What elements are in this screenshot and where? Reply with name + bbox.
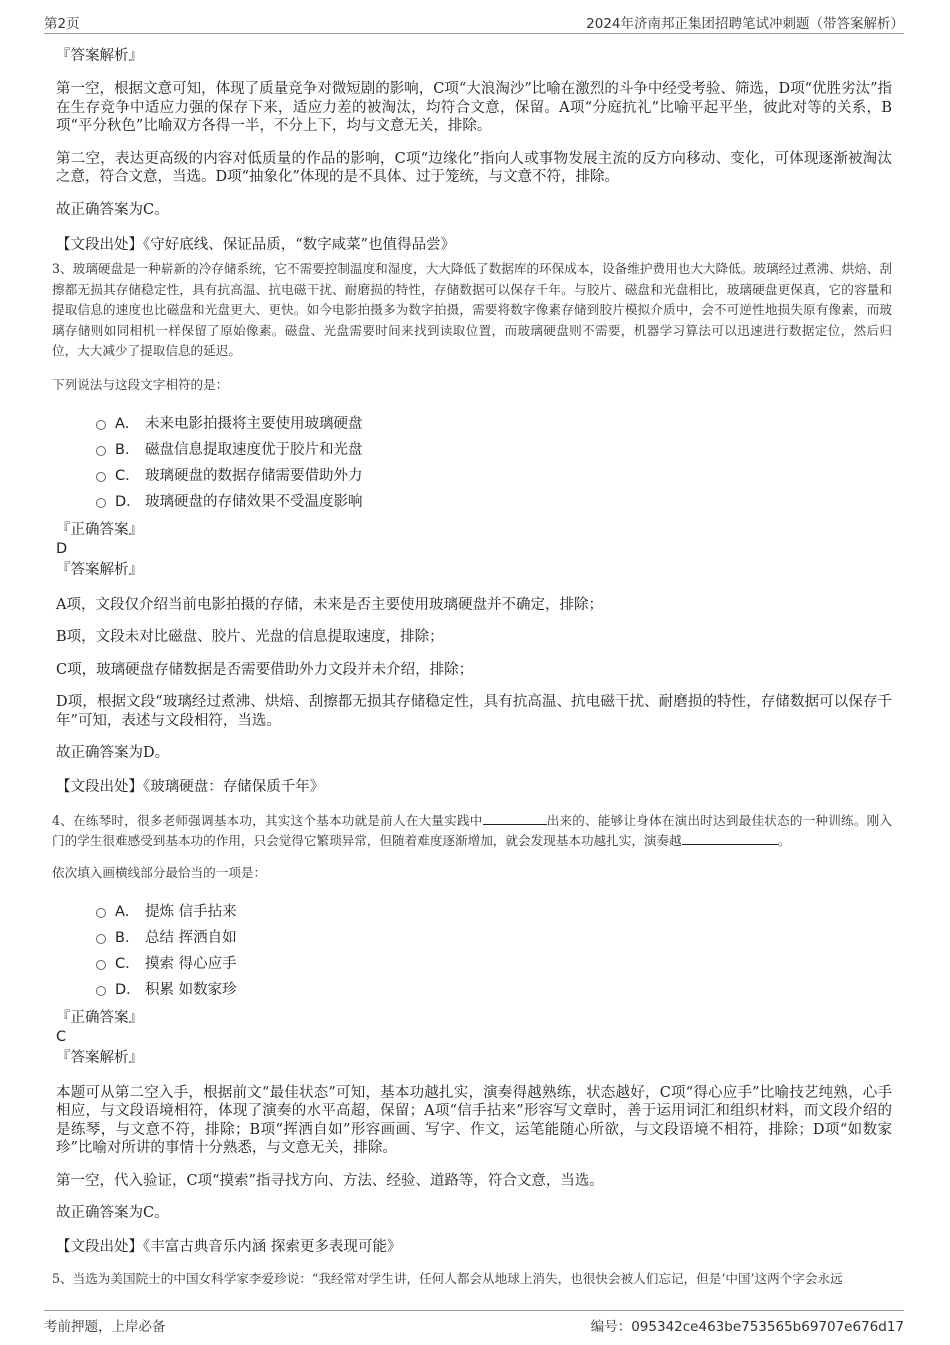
q3-analysis-c: C项，玻璃硬盘存储数据是否需要借助外力文段并未介绍，排除； xyxy=(56,661,474,678)
q3-option-b[interactable] xyxy=(96,436,892,462)
document-title: 2024年济南邦正集团招聘笔试冲刺题（带答案解析） xyxy=(586,16,904,32)
q2-analysis-paragraph-1: 第一空，根据文意可知，体现了质量竞争对微短剧的影响，C项“大浪淘沙”比喻在激烈的斗争中经受考验、筛选，D项“优胜劣汰”指在生存竞争中适应力强的保存下来，适应力差的被淘汰，均符合文意，保留。A项“分庭抗礼”比喻平起平坐，彼此对等的关系，B项“平分秋色”比喻双方各得一半，不分上下，均与文意无关，排除。 xyxy=(56,81,892,134)
q3-conclusion: 故正确答案为D。 xyxy=(56,745,170,761)
q3-correct-label: 『正确答案』 xyxy=(56,521,143,538)
radio-icon[interactable] xyxy=(96,934,106,944)
q4-option-d[interactable] xyxy=(96,976,892,1002)
q2-conclusion: 故正确答案为C。 xyxy=(56,201,169,218)
q3-analysis-a: A项，文段仅介绍当前电影拍摄的存储，未来是否主要使用玻璃硬盘并不确定，排除； xyxy=(56,596,603,613)
page-footer xyxy=(44,1310,904,1334)
option-letter: C． xyxy=(115,956,140,972)
q4-stem-part-1: 4、在练琴时，很多老师强调基本功，其实这个基本功就是前人在大量实践中 xyxy=(52,812,483,828)
option-text: 积累 如数家珍 xyxy=(145,982,237,998)
q4-stem-part-3: 。 xyxy=(777,833,791,848)
option-letter: A． xyxy=(115,904,140,920)
q4-source: 【文段出处】《丰富古典音乐内涵 探索更多表现可能》 xyxy=(56,1238,402,1255)
q4-analysis-label: 『答案解析』 xyxy=(56,1049,143,1066)
q2-source: 【文段出处】《守好底线、保证品质，“数字咸菜”也值得品尝》 xyxy=(56,237,456,253)
option-letter: B． xyxy=(115,442,140,458)
q4-option-c[interactable] xyxy=(96,950,892,976)
q4-analysis-paragraph-2: 第一空，代入验证，C项“摸索”指寻找方向、方法、经验、道路等，符合文意，当选。 xyxy=(56,1172,604,1189)
option-text: 磁盘信息提取速度优于胶片和光盘 xyxy=(145,442,363,458)
q4-stem xyxy=(52,811,892,852)
q3-prompt: 下列说法与这段文字相符的是： xyxy=(52,376,229,392)
q3-analysis-b: B项，文段未对比磁盘、胶片、光盘的信息提取速度，排除； xyxy=(56,629,444,645)
q3-source: 【文段出处】《玻璃硬盘：存储保质千年》 xyxy=(56,778,325,795)
q5-stem: 5、当选为美国院士的中国女科学家李爱珍说：“我经常对学生讲，任何人都会从地球上消失，也很快会被人们忘记，但是‘中国’这两个字会永远 xyxy=(52,1270,843,1286)
option-text: 提炼 信手拈来 xyxy=(145,904,237,920)
q4-conclusion: 故正确答案为C。 xyxy=(56,1205,169,1221)
q3-option-a[interactable] xyxy=(96,410,892,436)
option-text: 玻璃硬盘的存储效果不受温度影响 xyxy=(145,494,363,510)
q3-stem: 3、玻璃硬盘是一种崭新的冷存储系统，它不需要控制温度和湿度，大大降低了数据库的环保成本，设备维护费用也大大降低。玻璃经过煮沸、烘焙、刮擦都无损其存储稳定性，具有抗高温、抗电磁干扰、耐磨损的特性，存储数据可以保存千年。与胶片、磁盘和光盘相比，玻璃硬盘更保真，它的容量和提取信息的速度也比磁盘和光盘更大、更快。如今电影拍摄多为数字拍摄，需要将数字像素存储到胶片模拟介质中，会不可逆性地损失原有像素，而玻璃存储则如同相机一样保留了原始像素。磁盘、光盘需要时间来找到读取位置，而玻璃硬盘则不需要，机器学习算法可以迅速进行数据定位，然后归位，大大减少了提取信息的延迟。 xyxy=(52,261,892,358)
q4-stem-part-2: 出来的、能够让身体在演出时达到最佳状态的一种训练。刚入门的学生很难感受到基本功的作用，只会觉得它繁琐异常，但随着难度逐渐增加，就会发现基本功越扎实，演奏越 xyxy=(52,812,893,848)
option-text: 摸索 得心应手 xyxy=(145,956,237,972)
page-header xyxy=(44,12,904,34)
radio-icon[interactable] xyxy=(96,420,106,430)
q4-analysis-paragraph-1: 本题可从第二空入手，根据前文“最佳状态”可知，基本功越扎实，演奏得越熟练，状态越好，C项“得心应手”比喻技艺纯熟，心手相应，与文段语境相符，体现了演奏的水平高超，保留；A项“信手拈来”形容写文章时，善于运用词汇和组织材料，而文段介绍的是练琴，与文意不符，排除；B项“挥洒自如”形容画画、写字、作文，运笔能随心所欲，与文段语境不相符，排除；D项“如数家珍”比喻对所讲的事情十分熟悉，与文意无关，排除。 xyxy=(56,1084,892,1156)
option-letter: B． xyxy=(115,930,140,946)
radio-icon[interactable] xyxy=(96,986,106,996)
option-text: 玻璃硬盘的数据存储需要借助外力 xyxy=(145,468,363,484)
option-letter: A． xyxy=(115,416,140,432)
q2-analysis-paragraph-2: 第二空，表达更高级的内容对低质量的作品的影响，C项“边缘化”指向人或事物发展主流的反方向移动、变化，可体现逐渐被淘汰之意，符合文意，当选。D项“抽象化”体现的是不具体、过于笼统，与文意不符，排除。 xyxy=(56,150,892,185)
q4-prompt: 依次填入画横线部分最恰当的一项是： xyxy=(52,864,267,880)
page-number: 第2页 xyxy=(44,16,80,32)
radio-icon[interactable] xyxy=(96,908,106,918)
fill-blank-2 xyxy=(682,831,778,845)
option-text: 总结 挥洒自如 xyxy=(145,930,237,946)
q4-option-b[interactable] xyxy=(96,924,892,950)
q3-correct-answer: D xyxy=(56,540,68,557)
radio-icon[interactable] xyxy=(96,498,106,508)
option-letter: D． xyxy=(115,982,141,998)
fill-blank-1 xyxy=(483,811,547,825)
q3-analysis-d: D项，根据文段“玻璃经过煮沸、烘焙、刮擦都无损其存储稳定性，具有抗高温、抗电磁干扰、耐磨损的特性，存储数据可以保存千年”可知，表述与文段相符，当选。 xyxy=(56,694,892,729)
q3-option-d[interactable] xyxy=(96,488,892,514)
page-content xyxy=(52,46,893,1289)
document-serial: 编号：095342ce463be753565b69707e676d17 xyxy=(590,1319,904,1335)
q3-options xyxy=(96,410,892,514)
q3-option-c[interactable] xyxy=(96,462,892,488)
footer-slogan: 考前押题，上岸必备 xyxy=(44,1319,166,1335)
q4-correct-answer: C xyxy=(56,1028,67,1045)
q4-options xyxy=(96,898,892,1002)
radio-icon[interactable] xyxy=(96,472,106,482)
q3-analysis-label: 『答案解析』 xyxy=(56,561,143,578)
q4-correct-label: 『正确答案』 xyxy=(56,1009,143,1026)
option-letter: D． xyxy=(115,494,141,510)
option-text: 未来电影拍摄将主要使用玻璃硬盘 xyxy=(145,416,363,432)
q2-analysis-label: 『答案解析』 xyxy=(56,48,143,64)
q4-option-a[interactable] xyxy=(96,898,892,924)
option-letter: C． xyxy=(115,468,140,484)
radio-icon[interactable] xyxy=(96,960,106,970)
radio-icon[interactable] xyxy=(96,446,106,456)
